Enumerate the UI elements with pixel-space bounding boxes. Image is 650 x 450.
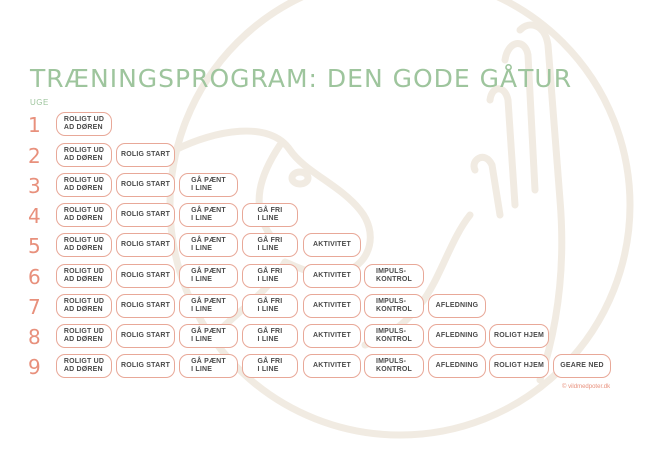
- activity-pill-afledning: [428, 354, 486, 378]
- activity-pill-roligt-ud-ad-doren: [56, 203, 112, 227]
- week-row-9: [0, 354, 650, 380]
- activity-label: AFLEDNING: [435, 332, 479, 339]
- activity-pill-roligt-hjem: [489, 324, 549, 348]
- week-number: 8: [28, 325, 41, 349]
- activity-label: ROLIGT HJEM: [493, 332, 545, 339]
- activity-pill-ga-fri-i-line: [242, 324, 298, 348]
- activity-pill-rolig-start: [116, 354, 175, 378]
- activity-label: ROLIGT UD AD DØREN: [63, 237, 105, 252]
- activity-pill-rolig-start: [116, 203, 175, 227]
- activity-label: ROLIG START: [120, 302, 171, 309]
- activity-pill-ga-fri-i-line: [242, 233, 298, 257]
- copyright-text: © vildmedpoter.dk: [562, 384, 611, 390]
- week-row-2: [0, 143, 650, 169]
- activity-pill-ga-paent-i-line: [179, 203, 238, 227]
- activity-label: GÅ FRI I LINE: [257, 358, 283, 373]
- activity-pill-aktivitet: [303, 354, 361, 378]
- week-row-3: [0, 173, 650, 199]
- activity-pill-rolig-start: [116, 324, 175, 348]
- activity-pill-rolig-start: [116, 294, 175, 318]
- activity-label: GÅ PÆNT I LINE: [191, 298, 226, 313]
- activity-pill-roligt-hjem: [489, 354, 549, 378]
- activity-pill-roligt-ud-ad-doren: [56, 233, 112, 257]
- activity-pill-ga-fri-i-line: [242, 354, 298, 378]
- activity-pill-ga-paent-i-line: [179, 354, 238, 378]
- activity-pill-roligt-ud-ad-doren: [56, 264, 112, 288]
- week-label: UGE: [30, 98, 49, 107]
- activity-label: AKTIVITET: [313, 272, 351, 279]
- activity-label: GÅ PÆNT I LINE: [191, 328, 226, 343]
- activity-label: GÅ PÆNT I LINE: [191, 358, 226, 373]
- activity-pill-aktivitet: [303, 294, 361, 318]
- week-row-1: [0, 112, 650, 138]
- activity-label: ROLIGT UD AD DØREN: [63, 147, 105, 162]
- activity-label: ROLIGT HJEM: [493, 362, 545, 369]
- activity-label: ROLIG START: [120, 272, 171, 279]
- activity-label: ROLIGT UD AD DØREN: [63, 177, 105, 192]
- activity-label: GÅ FRI I LINE: [257, 268, 283, 283]
- activity-label: ROLIG START: [120, 362, 171, 369]
- activity-label: GÅ FRI I LINE: [257, 298, 283, 313]
- activity-label: AKTIVITET: [313, 241, 351, 248]
- activity-label: AFLEDNING: [435, 302, 479, 309]
- week-row-5: [0, 233, 650, 259]
- activity-pill-aktivitet: [303, 324, 361, 348]
- activity-pill-impuls-kontrol: [364, 324, 424, 348]
- activity-label: ROLIGT UD AD DØREN: [63, 207, 105, 222]
- activity-pill-ga-paent-i-line: [179, 264, 238, 288]
- activity-pill-geare-ned: [553, 354, 611, 378]
- activity-label: AKTIVITET: [313, 332, 351, 339]
- activity-label: GÅ FRI I LINE: [257, 328, 283, 343]
- week-number: 5: [28, 234, 41, 258]
- activity-pill-ga-paent-i-line: [179, 324, 238, 348]
- activity-pill-roligt-ud-ad-doren: [56, 324, 112, 348]
- activity-label: ROLIGT UD AD DØREN: [63, 358, 105, 373]
- activity-label: ROLIGT UD AD DØREN: [63, 268, 105, 283]
- activity-label: GÅ PÆNT I LINE: [191, 237, 226, 252]
- activity-label: ROLIG START: [120, 332, 171, 339]
- activity-pill-roligt-ud-ad-doren: [56, 173, 112, 197]
- activity-label: ROLIGT UD AD DØREN: [63, 298, 105, 313]
- activity-label: ROLIGT UD AD DØREN: [63, 116, 105, 131]
- activity-pill-ga-fri-i-line: [242, 264, 298, 288]
- activity-pill-aktivitet: [303, 233, 361, 257]
- week-row-7: [0, 294, 650, 320]
- activity-label: ROLIG START: [120, 181, 171, 188]
- activity-pill-ga-fri-i-line: [242, 294, 298, 318]
- activity-pill-rolig-start: [116, 143, 175, 167]
- activity-pill-impuls-kontrol: [364, 264, 424, 288]
- activity-label: AKTIVITET: [313, 302, 351, 309]
- activity-label: AKTIVITET: [313, 362, 351, 369]
- activity-label: AFLEDNING: [435, 362, 479, 369]
- activity-label: IMPULS- KONTROL: [375, 268, 412, 283]
- activity-label: GEARE NED: [560, 362, 604, 369]
- week-number: 9: [28, 355, 41, 379]
- week-row-8: [0, 324, 650, 350]
- activity-pill-afledning: [428, 294, 486, 318]
- activity-pill-rolig-start: [116, 233, 175, 257]
- week-row-6: [0, 264, 650, 290]
- week-number: 7: [28, 295, 41, 319]
- activity-pill-ga-paent-i-line: [179, 233, 238, 257]
- activity-pill-ga-fri-i-line: [242, 203, 298, 227]
- week-number: 3: [28, 174, 41, 198]
- week-number: 1: [28, 113, 41, 137]
- activity-label: IMPULS- KONTROL: [375, 358, 412, 373]
- week-number: 6: [28, 265, 41, 289]
- week-number: 2: [28, 144, 41, 168]
- activity-pill-impuls-kontrol: [364, 354, 424, 378]
- activity-pill-ga-paent-i-line: [179, 173, 238, 197]
- activity-label: ROLIGT UD AD DØREN: [63, 328, 105, 343]
- page-title: TRÆNINGSPROGRAM: DEN GODE GÅTUR: [30, 64, 573, 93]
- activity-pill-ga-paent-i-line: [179, 294, 238, 318]
- week-number: 4: [28, 204, 41, 228]
- activity-pill-roligt-ud-ad-doren: [56, 294, 112, 318]
- activity-label: ROLIG START: [120, 241, 171, 248]
- activity-pill-impuls-kontrol: [364, 294, 424, 318]
- activity-pill-aktivitet: [303, 264, 361, 288]
- activity-pill-roligt-ud-ad-doren: [56, 143, 112, 167]
- activity-pill-rolig-start: [116, 264, 175, 288]
- activity-label: ROLIG START: [120, 151, 171, 158]
- activity-label: IMPULS- KONTROL: [375, 298, 412, 313]
- activity-label: GÅ PÆNT I LINE: [191, 177, 226, 192]
- activity-pill-roligt-ud-ad-doren: [56, 112, 112, 136]
- activity-label: IMPULS- KONTROL: [375, 328, 412, 343]
- activity-label: GÅ FRI I LINE: [257, 207, 283, 222]
- activity-label: GÅ FRI I LINE: [257, 237, 283, 252]
- activity-pill-roligt-ud-ad-doren: [56, 354, 112, 378]
- activity-label: GÅ PÆNT I LINE: [191, 268, 226, 283]
- activity-label: GÅ PÆNT I LINE: [191, 207, 226, 222]
- activity-pill-rolig-start: [116, 173, 175, 197]
- activity-pill-afledning: [428, 324, 486, 348]
- activity-label: ROLIG START: [120, 211, 171, 218]
- week-row-4: [0, 203, 650, 229]
